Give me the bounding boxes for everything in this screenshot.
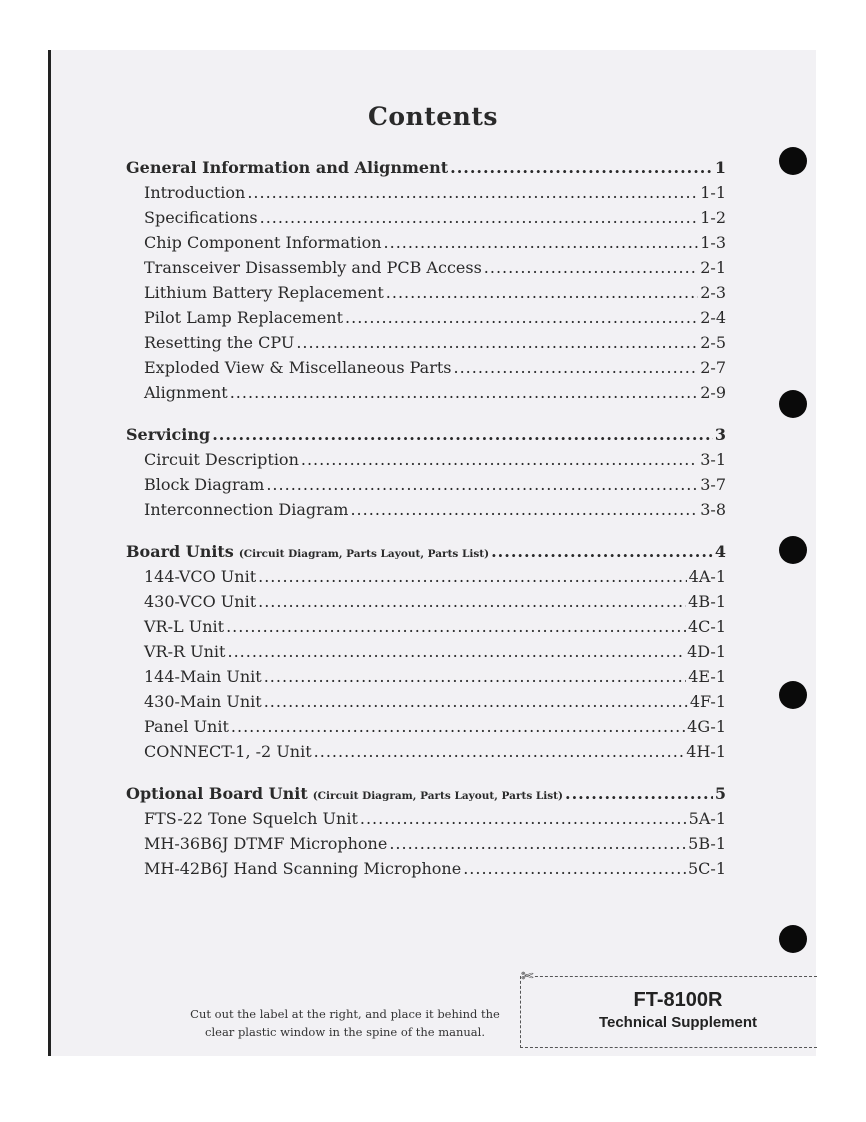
toc-entry-page: 2-1 (700, 258, 726, 277)
section-spacer (126, 525, 726, 542)
dot-leader (266, 475, 698, 494)
toc-entry-row (126, 717, 726, 742)
dot-leader (314, 742, 685, 761)
toc-entry-page: 2-7 (700, 358, 726, 377)
toc-entry-title: Block Diagram (144, 475, 265, 494)
toc-entry-row (126, 809, 726, 834)
spine-label-subtitle: Technical Supplement (598, 1014, 758, 1031)
dot-leader (389, 834, 686, 853)
toc-entry-page: 1-1 (700, 183, 726, 202)
toc-entry-title: Alignment (144, 383, 228, 402)
toc-section-page: 5 (714, 784, 726, 803)
toc-entry-title: Chip Component Information (144, 233, 382, 252)
toc-entry-title: FTS-22 Tone Squelch Unit (144, 809, 358, 828)
dot-leader (264, 667, 687, 686)
dot-leader (260, 208, 699, 227)
toc-entry-row (126, 859, 726, 884)
cut-instructions-line-1: Cut out the label at the right, and place it behind the (190, 1007, 500, 1021)
toc-section-title: General Information and Alignment (126, 158, 449, 177)
toc-entry-title: CONNECT-1, -2 Unit (144, 742, 312, 761)
toc-entry-title: MH-42B6J Hand Scanning Microphone (144, 859, 462, 878)
toc-entry-page: 4F-1 (689, 692, 726, 711)
section-spacer (126, 767, 726, 784)
toc-entry-page: 5C-1 (687, 859, 726, 878)
page-edge (48, 50, 51, 1056)
toc-entry-title: Lithium Battery Replacement (144, 283, 384, 302)
scissors-icon: ✄ (521, 967, 534, 985)
toc-entry-page: 5A-1 (688, 809, 726, 828)
toc-entry-title: 144-VCO Unit (144, 567, 257, 586)
dot-leader (231, 717, 685, 736)
toc-entry-row (126, 358, 726, 383)
toc-entry-row (126, 233, 726, 258)
dot-leader (491, 542, 713, 561)
toc-entry-row (126, 567, 726, 592)
toc-entry-page: 2-3 (700, 283, 726, 302)
dot-leader (386, 283, 698, 302)
dot-leader (450, 158, 713, 177)
toc-entry-row (126, 208, 726, 233)
section-spacer (126, 408, 726, 425)
toc-entry-row (126, 308, 726, 333)
punch-hole (779, 147, 807, 175)
toc-entry-page: 2-4 (700, 308, 726, 327)
punch-hole (779, 681, 807, 709)
toc-entry-page: 4H-1 (686, 742, 726, 761)
toc-entry-title: Transceiver Disassembly and PCB Access (144, 258, 482, 277)
toc-section-note: (Circuit Diagram, Parts Layout, Parts List) (238, 548, 490, 560)
toc-entry-page: 5B-1 (688, 834, 726, 853)
toc-entry-page: 3-7 (700, 475, 726, 494)
toc-section-row (126, 542, 726, 567)
toc-entry-row (126, 258, 726, 283)
toc-entry-page: 3-1 (700, 450, 726, 469)
toc-entry-page: 4D-1 (687, 642, 726, 661)
toc-entry-title: VR-L Unit (144, 617, 225, 636)
toc-entry-row (126, 667, 726, 692)
toc-entry-title: VR-R Unit (144, 642, 226, 661)
toc-section-row (126, 425, 726, 450)
dot-leader (258, 567, 687, 586)
dot-leader (463, 859, 686, 878)
dot-leader (226, 617, 686, 636)
toc-entry-title: 430-Main Unit (144, 692, 262, 711)
toc-entry-page: 4G-1 (687, 717, 726, 736)
toc-section-row (126, 158, 726, 183)
dot-leader (230, 383, 699, 402)
dot-leader (247, 183, 698, 202)
toc-entry-row (126, 617, 726, 642)
dot-leader (227, 642, 685, 661)
spine-label-cutout (520, 976, 817, 1048)
dot-leader (296, 333, 698, 352)
toc-entry-row (126, 692, 726, 717)
toc-entry-page: 4B-1 (688, 592, 726, 611)
toc-entry-row (126, 475, 726, 500)
toc-entry-page: 2-9 (700, 383, 726, 402)
toc-section-page: 4 (714, 542, 726, 561)
toc-entry-title: Exploded View & Miscellaneous Parts (144, 358, 452, 377)
dot-leader (384, 233, 699, 252)
toc-section-title: Board Units (126, 542, 234, 561)
dot-leader (258, 592, 686, 611)
toc-entry-page: 4C-1 (687, 617, 726, 636)
dot-leader (212, 425, 713, 444)
table-of-contents (126, 158, 726, 884)
toc-entry-page: 1-2 (700, 208, 726, 227)
toc-entry-title: Resetting the CPU (144, 333, 295, 352)
cut-instructions-line-2: clear plastic window in the spine of the manual. (205, 1025, 485, 1039)
toc-entry-title: Circuit Description (144, 450, 299, 469)
toc-entry-page: 2-5 (700, 333, 726, 352)
toc-entry-row (126, 592, 726, 617)
toc-entry-page: 4A-1 (688, 567, 726, 586)
cut-instructions (190, 1005, 500, 1041)
toc-entry-row (126, 283, 726, 308)
toc-entry-title: Specifications (144, 208, 258, 227)
spine-label-model: FT-8100R (633, 989, 723, 1011)
dot-leader (484, 258, 698, 277)
toc-entry-title: Panel Unit (144, 717, 229, 736)
toc-entry-row (126, 500, 726, 525)
toc-entry-row (126, 742, 726, 767)
toc-entry-row (126, 834, 726, 859)
toc-entry-row (126, 383, 726, 408)
toc-entry-row (126, 333, 726, 358)
page-title: Contents (367, 102, 498, 131)
toc-section-row (126, 784, 726, 809)
punch-hole (779, 536, 807, 564)
dot-leader (360, 809, 687, 828)
toc-section-page: 3 (714, 425, 726, 444)
dot-leader (301, 450, 698, 469)
toc-entry-page: 4E-1 (688, 667, 726, 686)
punch-hole (779, 925, 807, 953)
toc-entry-title: 430-VCO Unit (144, 592, 257, 611)
toc-entry-row (126, 183, 726, 208)
dot-leader (264, 692, 688, 711)
toc-entry-title: Interconnection Diagram (144, 500, 349, 519)
toc-entry-page: 3-8 (700, 500, 726, 519)
dot-leader (350, 500, 698, 519)
toc-entry-title: MH-36B6J DTMF Microphone (144, 834, 388, 853)
toc-entry-row (126, 450, 726, 475)
toc-section-title: Servicing (126, 425, 211, 444)
toc-entry-title: 144-Main Unit (144, 667, 262, 686)
toc-section-title: Optional Board Unit (126, 784, 308, 803)
punch-hole (779, 390, 807, 418)
toc-entry-title: Introduction (144, 183, 246, 202)
toc-entry-row (126, 642, 726, 667)
toc-entry-page: 1-3 (700, 233, 726, 252)
toc-section-note: (Circuit Diagram, Parts Layout, Parts List) (312, 790, 564, 802)
toc-section-page: 1 (714, 158, 726, 177)
dot-leader (454, 358, 699, 377)
dot-leader (565, 784, 713, 803)
dot-leader (345, 308, 698, 327)
toc-entry-title: Pilot Lamp Replacement (144, 308, 344, 327)
